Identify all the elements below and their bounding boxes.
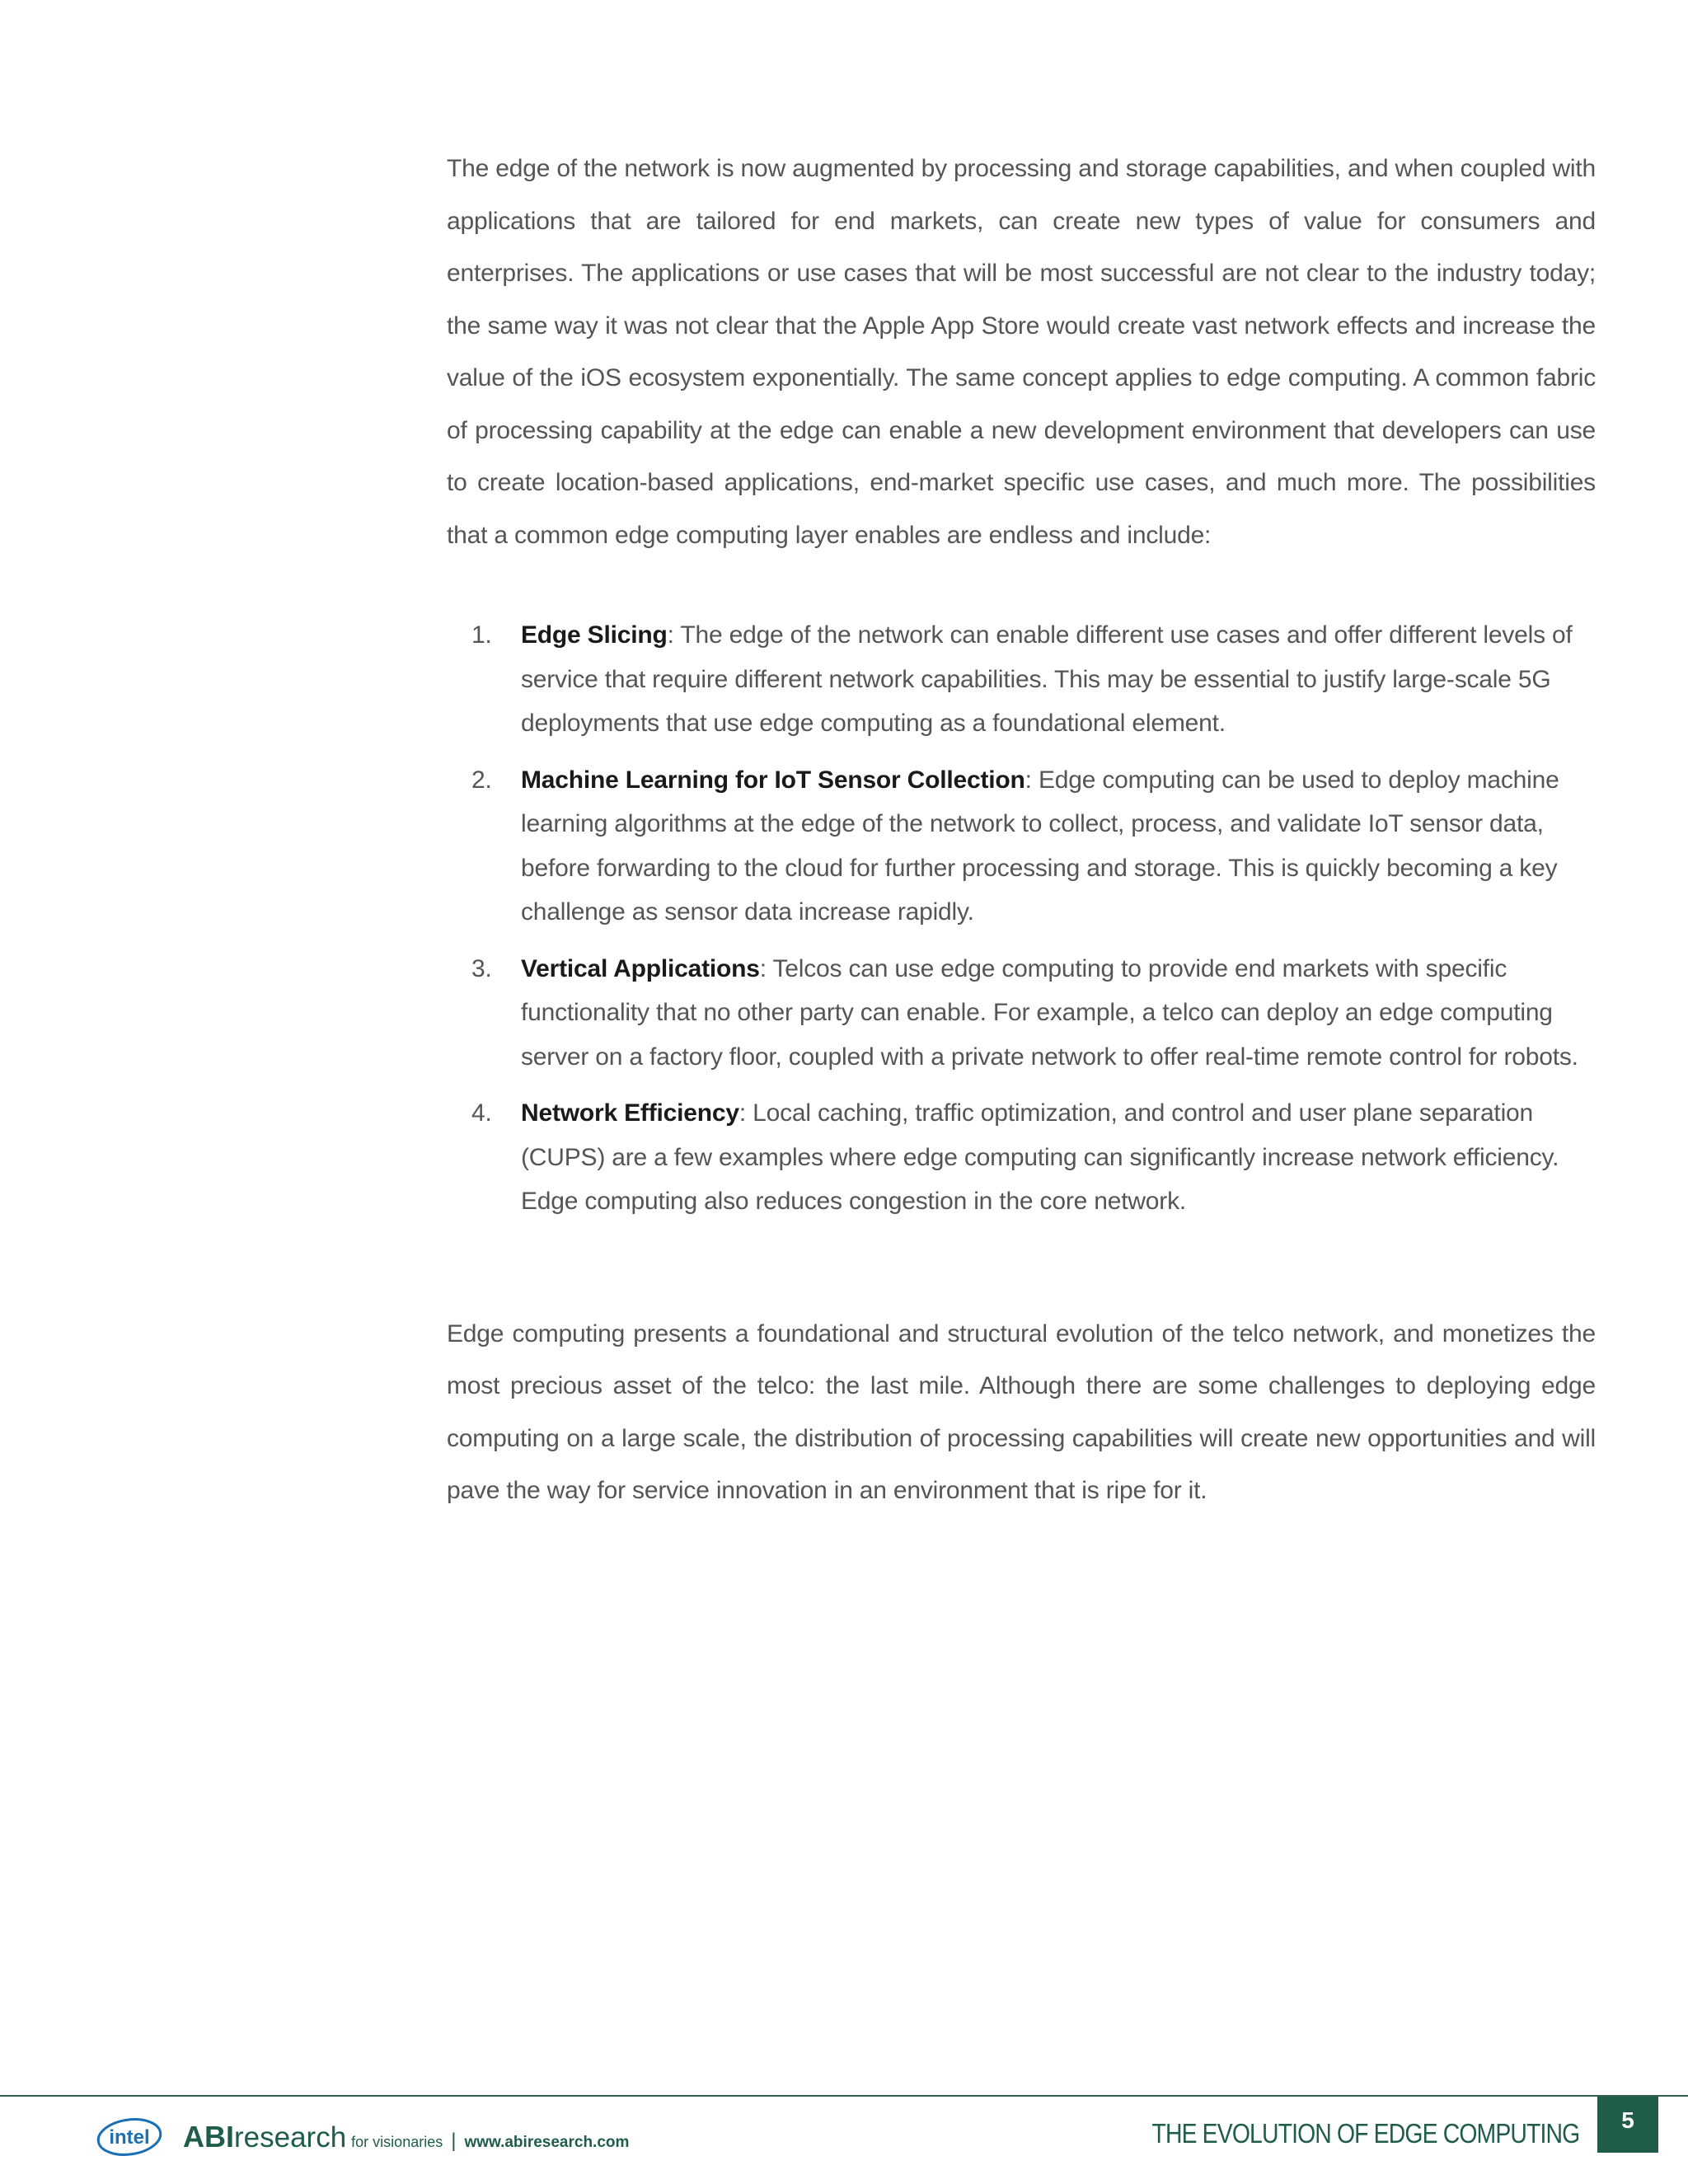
list-term: Machine Learning for IoT Sensor Collection bbox=[521, 766, 1025, 794]
list-item bbox=[447, 947, 1596, 1080]
intro-paragraph: The edge of the network is now augmented by processing and storage capabilities, and when coupled with applications that are tailored for end markets, can create new types of value for consumers and enterprises. The applications or use cases that will be most successful are not clear to the industry today; the same way it was not clear that the Apple App Store would create vast network effects and increase the value of the iOS ecosystem exponentially. The same concept applies to edge computing. A common fabric of processing capability at the edge can enable a new development environment that developers can use to create location-based applications, end-market specific use cases, and much more. The possibilities that a common edge computing layer enables are endless and include: bbox=[447, 155, 1596, 549]
list-item bbox=[447, 758, 1596, 935]
abi-logo-light: research bbox=[234, 2121, 347, 2154]
list-text: : The edge of the network can enable different use cases and offer different levels of service that require different network capabilities. This may be essential to justify large-scale 5G deployments that use edge computing as a foundational element. bbox=[521, 621, 1573, 737]
list-number: 2. bbox=[471, 766, 492, 794]
list-text: : Edge computing can be used to deploy machine learning algorithms at the edge of the network to collect, process, and validate IoT sensor data, before forwarding to the cloud for further processing and storage. This is quickly becoming a key challenge as sensor data increase rapidly. bbox=[521, 766, 1559, 926]
list-number: 1. bbox=[471, 621, 492, 649]
list-number: 4. bbox=[471, 1099, 492, 1127]
main-content bbox=[447, 143, 1596, 1517]
footer-divider bbox=[0, 2095, 1688, 2097]
document-title: THE EVOLUTION OF EDGE COMPUTING bbox=[1151, 2118, 1579, 2149]
list-term: Network Efficiency bbox=[521, 1099, 739, 1127]
abi-logo-strong: ABI bbox=[183, 2120, 234, 2154]
website-link[interactable]: www.abiresearch.com bbox=[464, 2134, 630, 2151]
abi-tagline: for visionaries bbox=[351, 2134, 443, 2150]
list-term: Vertical Applications bbox=[521, 954, 760, 982]
list-item bbox=[447, 613, 1596, 746]
list-number: 3. bbox=[471, 954, 492, 982]
list-term: Edge Slicing bbox=[521, 621, 668, 649]
abi-research-brand[interactable] bbox=[183, 2120, 629, 2154]
intel-logo-text: intel bbox=[109, 2126, 150, 2149]
use-case-list bbox=[447, 613, 1596, 1224]
conclusion-paragraph: Edge computing presents a foundational and structural evolution of the telco network, and monetizes the most precious asset of the telco: the last mile. Although there are some challenges to deploying edge computing on a large scale, the distribution of processing capabilities will create new opportunities and will pave the way for service innovation in an environment that is ripe for it. bbox=[447, 1319, 1596, 1504]
intel-logo-icon[interactable] bbox=[96, 2116, 163, 2158]
list-text: : Telcos can use edge computing to provide end markets with specific functionality that no other party can enable. For example, a telco can deploy an edge computing server on a factory floor, coupled with a private network to offer real-time remote control for robots. bbox=[521, 954, 1578, 1071]
footer-separator: | bbox=[451, 2130, 457, 2152]
list-item bbox=[447, 1091, 1596, 1224]
page-number: 5 bbox=[1597, 2097, 1658, 2153]
list-text: : Local caching, traffic optimization, and control and user plane separation (CUPS) are a few examples where edge computing can significantly increase network efficiency. Edge computing also reduces congestion in the core network. bbox=[521, 1099, 1559, 1215]
